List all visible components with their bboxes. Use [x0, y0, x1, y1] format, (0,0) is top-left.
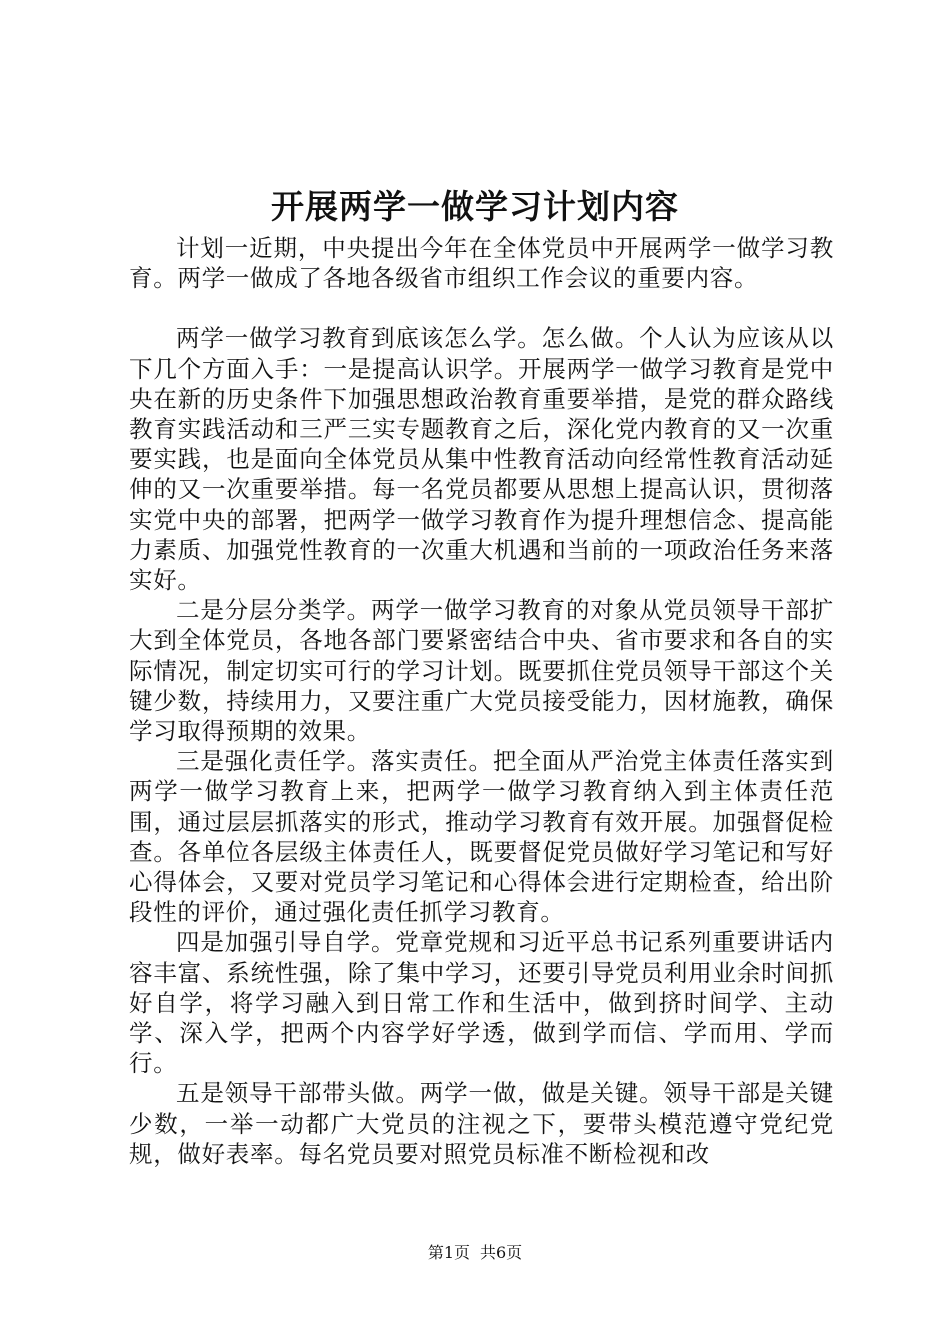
document-title: 开展两学一做学习计划内容	[271, 187, 679, 226]
paragraph-point-two: 二是分层分类学。两学一做学习教育的对象从党员领导干部扩大到全体党员，各地各部门要紧密结合中央、省市要求和各自的实际情况，制定切实可行的学习计划。既要抓住党员领导干部这个关键少数，持续用力，又要注重广大党员接受能力，因材施教，确保学习取得预期的效果。	[129, 596, 834, 746]
document-body	[129, 233, 834, 1169]
paragraph-intro: 计划一近期，中央提出今年在全体党员中开展两学一做学习教育。两学一做成了各地各级省市组织工作会议的重要内容。	[129, 234, 834, 293]
paragraph-point-one: 两学一做学习教育到底该怎么学。怎么做。个人认为应该从以下几个方面入手：一是提高认识学。开展两学一做学习教育是党中央在新的历史条件下加强思想政治教育重要举措，是党的群众路线教育实践活动和三严三实专题教育之后，深化党内教育的又一次重要实践，也是面向全体党员从集中性教育活动向经常性教育活动延伸的又一次重要举措。每一名党员都要从思想上提高认识，贯彻落实党中央的部署，把两学一做学习教育作为提升理想信念、提高能力素质、加强党性教育的一次重大机遇和当前的一项政治任务来落实好。	[129, 324, 834, 595]
page-number: 第1页	[427, 1243, 470, 1262]
paragraph-point-five: 五是领导干部带头做。两学一做，做是关键。领导干部是关键少数，一举一动都广大党员的注视之下，要带头模范遵守党纪党规，做好表率。每名党员要对照党员标准不断检视和改	[129, 1079, 834, 1168]
page-footer	[0, 1242, 950, 1264]
paragraph-point-three: 三是强化责任学。落实责任。把全面从严治党主体责任落实到两学一做学习教育上来，把两学一做学习教育纳入到主体责任范围，通过层层抓落实的形式，推动学习教育有效开展。加强督促检查。各单位各层级主体责任人，既要督促党员做好学习笔记和写好心得体会，又要对党员学习笔记和心得体会进行定期检查，给出阶段性的评价，通过强化责任抓学习教育。	[129, 747, 834, 927]
page-total: 共6页	[480, 1243, 523, 1262]
paragraph-point-four: 四是加强引导自学。党章党规和习近平总书记系列重要讲话内容丰富、系统性强，除了集中学习，还要引导党员利用业余时间抓好自学，将学习融入到日常工作和生活中，做到挤时间学、主动学、深入学，把两个内容学好学透，做到学而信、学而用、学而行。	[129, 928, 834, 1078]
